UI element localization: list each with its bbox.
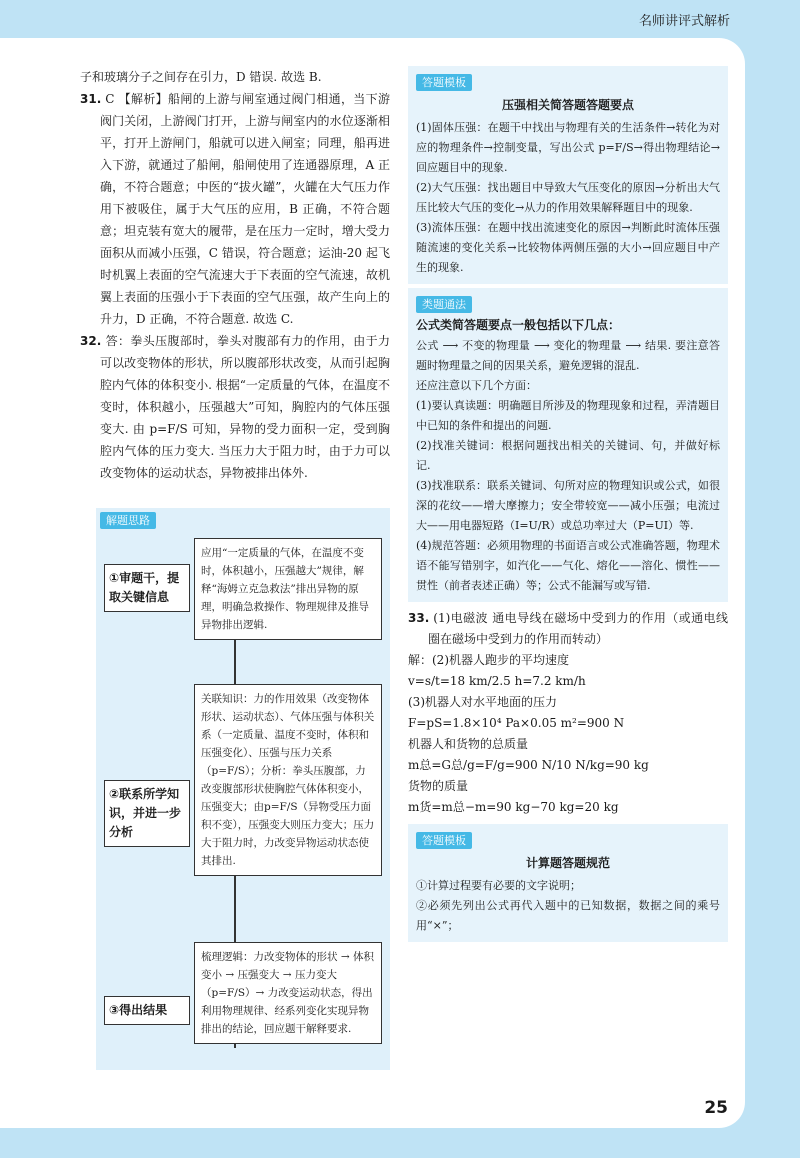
answer-template-1-title: 压强相关简答题答题要点 bbox=[501, 98, 634, 112]
general-method-item: 公式 ⟶ 不变的物理量 ⟶ 变化的物理量 ⟶ 结果. 要注意答题时物理量之间的因果关系，避免逻辑的混乱. bbox=[416, 339, 720, 372]
question-33-line: 解：(2)机器人跑步的平均速度 bbox=[408, 653, 569, 667]
general-method-item: (2)找准关键词：根据问题找出相关的关键词、句，并做好标记. bbox=[416, 439, 720, 472]
right-column bbox=[408, 66, 728, 942]
left-column bbox=[80, 66, 390, 484]
answer-template-2-title: 计算题答题规范 bbox=[525, 856, 610, 870]
q30-tail: 子和玻璃分子之间存在引力，D 错误. 故选 B. bbox=[80, 70, 322, 84]
answer-template-1-item: (2)大气压强：找出题目中导致大气压变化的原因→分析出大气压比较大气压的变化→从力的作用效果解释题目中的现象. bbox=[416, 181, 720, 214]
flow-node-2: ②联系所学知识，并进一步分析 bbox=[104, 780, 190, 847]
answer-template-2-item: ②必须先列出公式再代入题中的已知数据，数据之间的乘号用“×”； bbox=[416, 899, 720, 932]
question-33-part1: (1)电磁波 通电导线在磁场中受到力的作用（或通电线圈在磁场中受到力的作用而转动） bbox=[428, 611, 728, 646]
question-33 bbox=[408, 608, 728, 818]
question-33-line: 货物的质量 bbox=[408, 779, 469, 793]
question-33-line: m总=G总/g=F/g=900 N/10 N/kg=90 kg bbox=[408, 758, 649, 772]
question-33-number: 33. bbox=[408, 611, 430, 625]
flow-desc-1: 应用“一定质量的气体，在温度不变时，体积越小，压强越大”规律，解释“海姆立克急救法”排出异物的原理，明确急救操作、物理规律及推导异物排出逻辑. bbox=[194, 538, 382, 640]
flow-node-1: ①审题干，提取关键信息 bbox=[104, 564, 190, 612]
general-method bbox=[408, 288, 728, 602]
flow-desc-2: 关联知识：力的作用效果（改变物体形状、运动状态）、气体压强与体积关系（一定质量、温度不变时，体积和压强变化）、压强与压力关系（p=F/S）；分析：拳头压腹部，力改变腹部形状使胸腔气体体积变小，压强变大；由p=F/S（异物受压力面积不变），压强变大则压力变大；压力大于阻力时，力改变异物运动状态使其排出. bbox=[194, 684, 382, 876]
general-method-item: (3)找准联系：联系关键词、句所对应的物理知识或公式，如很深的花纹——增大摩擦力；安全带较宽——减小压强；电流过大——用电器短路（I=U/R）或总功率过大（P=UI）等. bbox=[416, 479, 720, 532]
flow-desc-3: 梳理逻辑：力改变物体的形状 → 体积变小 → 压强变大 → 压力变大（p=F/S）→ 力改变运动状态，得出利用物理规律、经系列变化实现异物排出的结论，回应题干解释要求. bbox=[194, 942, 382, 1044]
question-33-line: F=pS=1.8×10⁴ Pa×0.05 m²=900 N bbox=[408, 716, 625, 730]
general-method-item: (1)要认真读题：明确题目所涉及的物理现象和过程，弄清题目中已知的条件和提出的问题. bbox=[416, 399, 720, 432]
answer-template-1 bbox=[408, 66, 728, 284]
page-header-title: 名师讲评式解析 bbox=[638, 14, 730, 29]
answer-template-2-item: ①计算过程要有必要的文字说明； bbox=[416, 879, 581, 892]
question-33-line: (3)机器人对水平地面的压力 bbox=[408, 695, 557, 709]
question-31-text: C 【解析】船闸的上游与闸室通过阀门相通，当下游阀门关闭，上游阀门打开，上游与闸室内的水位逐渐相平，打开上游闸门，船就可以进入闸室；同理，船再进入下游，就通过了船闸，船闸使用了连通器原理，A 正确，不符合题意；中医的“拔火罐”，火罐在大气压力作用下被吸住，属于大气压的应用，B 正确，不符合题意；坦克装有宽大的履带，是在压力一定时，增大受力面积从而减小压强，C 错误，符合题意；运油-20 起飞时机翼上表面的空气流速大于下表面的空气流速，故机翼上表面的压强小于下表面的空气压强，故产生向上的升力，D 正确，不符合题意. 故选 C. bbox=[100, 92, 390, 326]
question-33-line: m货=m总−m=90 kg−70 kg=20 kg bbox=[408, 800, 619, 814]
answer-template-1-item: (1)固体压强：在题干中找出与物理有关的生活条件→转化为对应的物理条件→控制变量，写出公式 p=F/S→得出物理结论→回应题目中的现象. bbox=[416, 121, 720, 174]
answer-template-1-item: (3)流体压强：在题中找出流速变化的原因→判断此时流体压强随流速的变化关系→比较物体两侧压强的大小→回应题目中产生的现象. bbox=[416, 221, 720, 274]
question-33-line: v=s/t=18 km/2.5 h=7.2 km/h bbox=[408, 674, 586, 688]
flow-node-3: ③得出结果 bbox=[104, 996, 190, 1025]
question-31-number: 31. bbox=[80, 92, 102, 106]
general-method-tag: 类题通法 bbox=[416, 296, 472, 313]
general-method-item: (4)规范答题：必须用物理的书面语言或公式准确答题，物理术语不能写错别字，如汽化——气化、熔化——溶化、惯性——贯性（前者表述正确）等；公式不能漏写或写错. bbox=[416, 539, 720, 592]
answer-template-2 bbox=[408, 824, 728, 942]
question-33-line: 机器人和货物的总质量 bbox=[408, 737, 529, 751]
question-32 bbox=[80, 330, 390, 484]
thinking-tag: 解题思路 bbox=[100, 512, 156, 529]
general-method-item: 还应注意以下几个方面： bbox=[416, 379, 537, 392]
general-method-title: 公式类简答题要点一般包括以下几点： bbox=[416, 318, 621, 332]
thinking-flowchart bbox=[96, 508, 390, 1070]
page-number: 25 bbox=[704, 1098, 728, 1118]
question-31 bbox=[80, 88, 390, 330]
answer-template-2-tag: 答题模板 bbox=[416, 832, 472, 849]
question-33-line bbox=[408, 608, 728, 650]
answer-template-1-tag: 答题模板 bbox=[416, 74, 472, 91]
question-32-number: 32. bbox=[80, 334, 102, 348]
question-32-text: 答：拳头压腹部时，拳头对腹部有力的作用，由于力可以改变物体的形状，所以腹部形状改变，从而引起胸腔内气体的体积变小. 根据“一定质量的气体，在温度不变时，体积越小，压强越大”可知，胸腔内的气体压强变大. 由 p=F/S 可知，异物的受力面积一定，受到胸腔内气体的压力变大. 当压力大于阻力时，由于力可以改变物体的运动状态，异物被排出体外. bbox=[100, 334, 390, 480]
